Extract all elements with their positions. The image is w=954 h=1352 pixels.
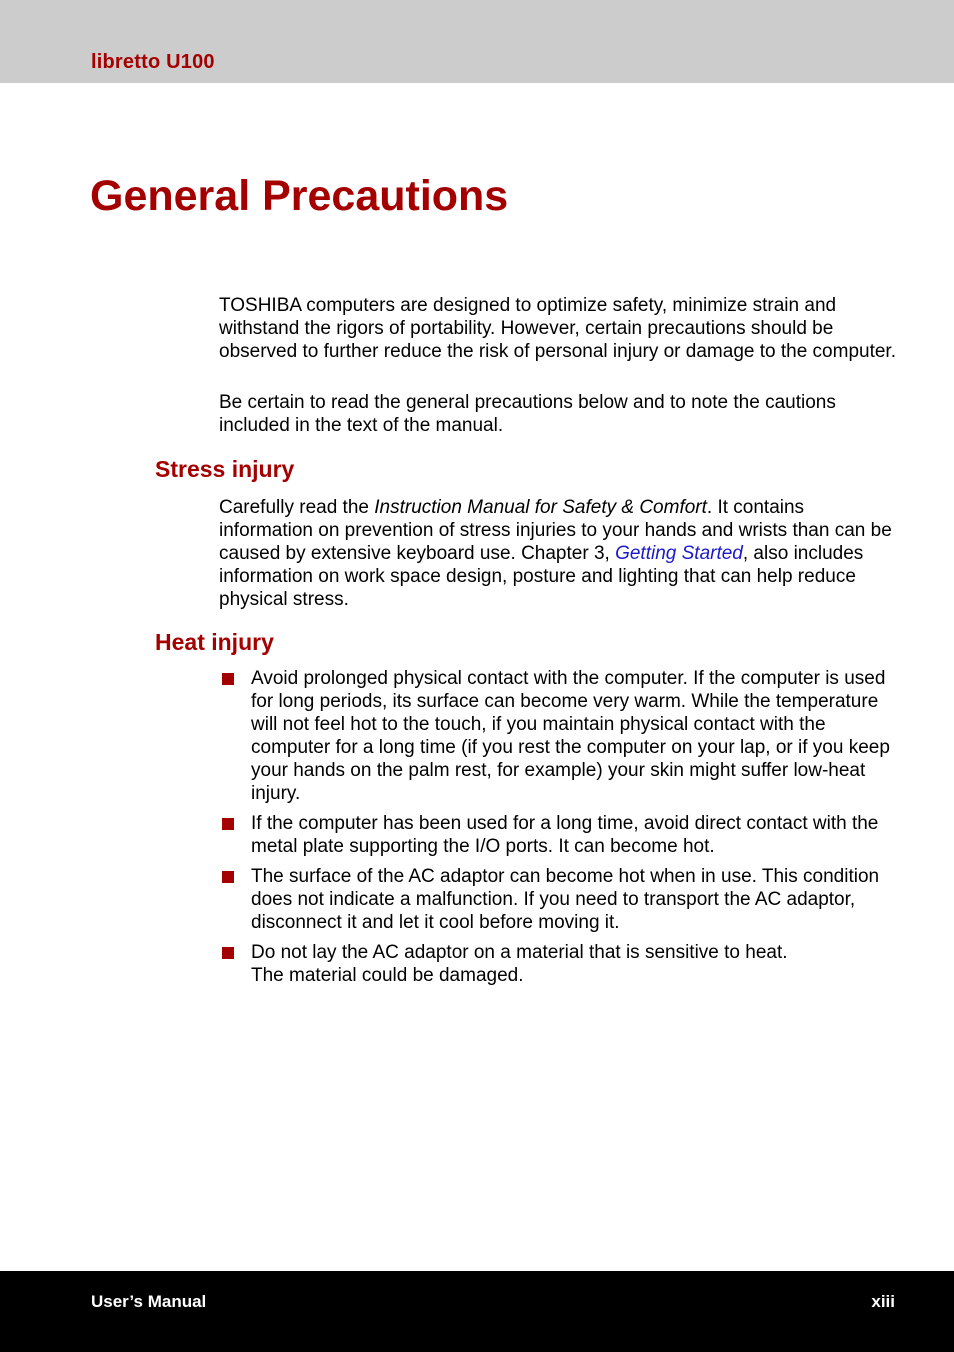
page-title: General Precautions [90,172,509,220]
intro-paragraph-2: Be certain to read the general precautions below and to note the cautions included in the text of the manual. [219,392,836,436]
intro-paragraph-1: TOSHIBA computers are designed to optimize safety, minimize strain and withstand the rigors of portability. However, certain precautions should be observed to further reduce the risk of personal injury or damage to the computer. [219,295,896,362]
stress-injury-heading: Stress injury [155,456,295,482]
list-item [219,941,899,987]
stress-text-middle: . It contains information on prevention of stress injuries to your hands and wrists than can be caused by extensive keyboard use. Chapter 3, [219,497,892,564]
stress-text-before: Carefully read the [219,497,375,518]
footer-manual-label: User’s Manual [91,1292,207,1311]
heat-injury-list [219,667,899,994]
list-item-text-continued: The material could be damaged. [251,965,524,986]
list-item-text: Avoid prolonged physical contact with the computer. If the computer is used for long periods, its surface can become very warm. While the temperature will not feel hot to the touch, if you maintain physical contact with the computer for a long time (if you rest the computer on your lap, or if you keep your hands on the palm rest, for example) your skin might suffer low-heat injury. [251,668,890,804]
bullet-square-icon [222,871,234,883]
bullet-square-icon [222,673,234,685]
header-title: libretto U100 [91,51,215,73]
stress-text-after: , also includes information on work space design, posture and lighting that can help reduce physical stress. [219,543,864,610]
list-item [219,812,899,858]
list-item-text: Do not lay the AC adaptor on a material that is sensitive to heat. [251,942,788,963]
list-item [219,865,899,934]
manual-title: Instruction Manual for Safety & Comfort [374,497,707,518]
getting-started-link[interactable]: Getting Started [615,543,743,564]
bullet-square-icon [222,947,234,959]
list-item [219,667,899,805]
list-item-text: The surface of the AC adaptor can become hot when in use. This condition does not indicate a malfunction. If you need to transport the AC adaptor, disconnect it and let it cool before moving it. [251,866,880,933]
list-item-text: If the computer has been used for a long time, avoid direct contact with the metal plate supporting the I/O ports. It can become hot. [251,813,879,857]
stress-injury-paragraph [219,496,899,611]
bullet-square-icon [222,818,234,830]
heat-injury-heading: Heat injury [155,629,274,655]
page-number: xiii [871,1292,895,1311]
